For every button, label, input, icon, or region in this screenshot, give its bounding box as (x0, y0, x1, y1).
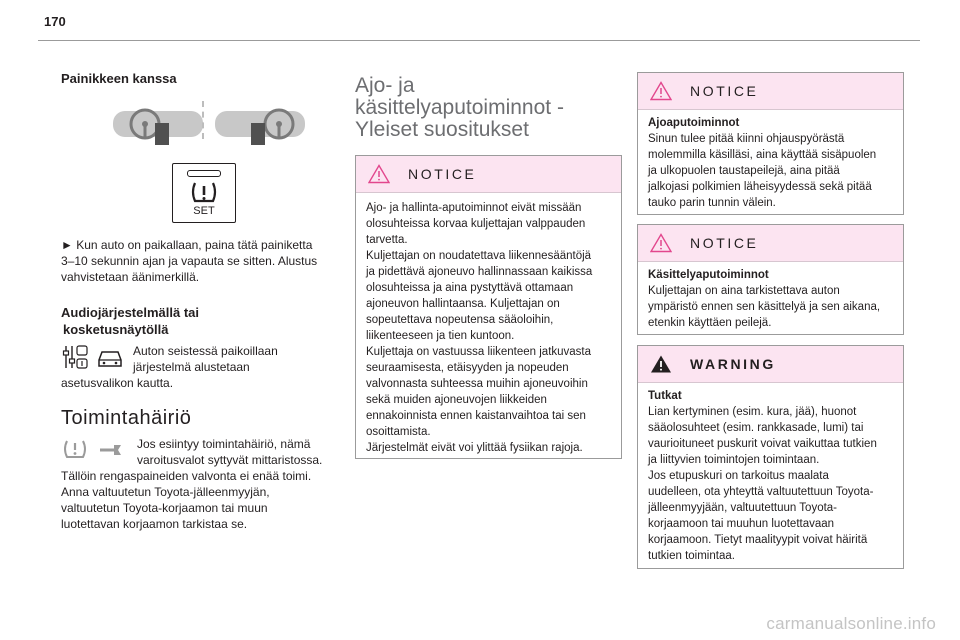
warning-box-radars (637, 345, 904, 569)
warning-line: Lian kertyminen (esim. kura, jää), huonot (648, 406, 857, 418)
steering-wheel-illustration (61, 101, 339, 157)
audio-text-last: asetusvalikon kautta. (61, 376, 174, 390)
tpms-set-button (61, 163, 339, 227)
steering-wheel-right-icon (211, 101, 311, 151)
audio-paragraph (61, 343, 339, 375)
notice-header (638, 225, 903, 262)
instruction-line: 3–10 sekunnin ajan ja vapauta se sitten. Alustus (61, 254, 318, 268)
warning-line: korjaamoon tai muuhun luotettavaan (648, 518, 835, 530)
notice-box-general (355, 155, 622, 459)
tpms-set-button-icon (189, 179, 219, 205)
audio-text-line: järjestelmä alustetaan (133, 360, 250, 374)
notice-triangle-icon (650, 233, 672, 253)
steering-wheel-left-icon (111, 101, 211, 151)
notice-title: NOTICE (690, 83, 759, 99)
heading-malfunction: Toimintahäiriö (61, 407, 192, 429)
notice-header (638, 73, 903, 110)
heading-audio-line: Audiojärjestelmällä tai (61, 305, 199, 320)
malfunction-line: luotettavan korjaamon tarkistaa se. (61, 517, 248, 531)
notice-triangle-icon (368, 164, 390, 184)
notice-box-handling (637, 224, 904, 335)
notice-line: ympäristö ennen sen käsittelyä ja sen aikana, (648, 301, 881, 313)
notice-line: valvonnasta suhteessa muihin ajoneuvoihin (366, 378, 588, 390)
notice-line: ajoneuvon hallintaansa. Kuljettajan on (366, 298, 560, 310)
notice-header (356, 156, 621, 193)
malfunction-line: Anna valtuutetun Toyota-jälleenmyyjän, (61, 485, 270, 499)
notice-line: Järjestelmät eivät voi ylittää fysiikan rajoja. (366, 442, 583, 454)
page-number: 170 (44, 14, 66, 29)
notice-line: Ajo- ja hallinta-aputoiminnot eivät missään (366, 202, 582, 214)
malfunction-line: Tällöin rengaspaineiden valvonta ei enää toimi. (61, 469, 312, 483)
warning-triangle-icon (650, 354, 672, 374)
illustration-divider (202, 101, 206, 139)
malfunction-text (61, 468, 339, 532)
notice-box-driving (637, 72, 904, 215)
notice-line: tauko parin tunnin välein. (648, 197, 776, 209)
notice-line: ja pidettävä ajoneuvo hallinnassaan kaikissa (366, 266, 593, 278)
section-title-line: Ajo- ja (355, 74, 415, 97)
warning-line: jälleenmyyjään, valtuutettuun Toyota- (648, 502, 838, 514)
audio-text-line: Auton seistessä paikoillaan (133, 344, 278, 358)
notice-body (638, 262, 903, 331)
notice-line: tarvetta. (366, 234, 408, 246)
notice-subtitle: Käsittelyaputoiminnot (648, 269, 769, 281)
warning-body (638, 383, 903, 564)
notice-line: sopeutettava nopeutensa sääoloihin, (366, 314, 554, 326)
warning-header (638, 346, 903, 383)
audio-text (133, 343, 278, 375)
settings-menu-icon (61, 343, 89, 371)
malfunction-line: valtuutetun Toyota-korjaamon tai muun (61, 501, 268, 515)
warning-line: korjaamoon. Tietyt maalityypit voivat häiritä (648, 534, 868, 546)
section-title-line: Yleiset suositukset (355, 118, 529, 141)
malfunction-icon-line: varoitusvalot syttyvät mittaristossa. (137, 453, 323, 467)
notice-line: sekä muiden ajoneuvojen liikkeiden (366, 394, 547, 406)
instruction-line: ► Kun auto on paikallaan, paina tätä painiketta (61, 238, 313, 252)
notice-line: Kuljettajan on noudatettava liikennesääntöjä (366, 250, 592, 262)
section-title-line: käsittelyaputoiminnot - (355, 96, 564, 119)
notice-line: olosuhteissa ja aina pystyttävä ottamaan (366, 282, 574, 294)
notice-line: Kuljettajan on aina tarkistettava auton (648, 285, 840, 297)
tpms-warning-icon (61, 438, 89, 462)
watermark: carmanualsonline.info (766, 614, 936, 633)
notice-body (356, 193, 621, 456)
warning-line: tutkien toimintaa. (648, 550, 735, 562)
car-icon (95, 346, 125, 370)
left-column (61, 70, 339, 532)
notice-line: osoittamista. (366, 426, 431, 438)
malfunction-icon-text (137, 436, 322, 468)
notice-line: molemmilla käsilläsi, aina käyttää sisäpuolen (648, 149, 877, 161)
warning-subtitle: Tutkat (648, 390, 682, 402)
notice-line: Sinun tulee pitää kiinni ohjauspyörästä (648, 133, 845, 145)
notice-line: olosuhteissa korvaa kuljettajan valppauden (366, 218, 586, 230)
warning-line: uudelleen, ota yhteyttä valtuutettuun Toyota- (648, 486, 874, 498)
warning-line: vaurioituneet puskurit voivat vaikuttaa tutkien (648, 438, 877, 450)
notice-title: NOTICE (408, 166, 477, 182)
heading-buttons: Painikkeen kanssa (61, 71, 177, 86)
middle-column (355, 75, 621, 141)
heading-audio (61, 304, 339, 338)
warning-line: Jos etupuskuri on tarkoitus maalata (648, 470, 829, 482)
warning-line: sääolosuhteet (esim. rankkasade, lumi) tai (648, 422, 864, 434)
notice-line: ennakoinnista ennen kaistanvaihtoa tai sen (366, 410, 586, 422)
notice-line: jalkojasi polkimien läheisyydessä sekä pitää (648, 181, 872, 193)
notice-line: liikenteeseen ja tien kuntoon. (366, 330, 515, 342)
malfunction-paragraph (61, 436, 339, 468)
heading-audio-line: kosketusnäytöllä (63, 322, 169, 337)
notice-title: NOTICE (690, 235, 759, 251)
wrench-icon (97, 440, 123, 460)
notice-line: etenkin käyttäen peilejä. (648, 317, 772, 329)
notice-line: ja ulkopuolen taustapeilejä, aina pitää (648, 165, 840, 177)
set-instruction (61, 237, 339, 285)
instruction-line: vahvistetaan äänimerkillä. (61, 270, 200, 284)
malfunction-icon-line: Jos esiintyy toimintahäiriö, nämä (137, 437, 311, 451)
set-label: SET (193, 205, 215, 217)
notice-body (638, 110, 903, 211)
notice-line: seuraamisesta, etäisyyden ja nopeuden (366, 362, 569, 374)
notice-subtitle: Ajoaputoiminnot (648, 117, 740, 129)
warning-title: WARNING (690, 356, 776, 372)
warning-line: ja liittyvien toimintojen toimintaan. (648, 454, 820, 466)
top-divider (38, 40, 920, 41)
notice-line: Kuljettaja on vastuussa liikenteen jatkuvasta (366, 346, 592, 358)
notice-triangle-icon (650, 81, 672, 101)
button-light-bar (187, 170, 221, 177)
